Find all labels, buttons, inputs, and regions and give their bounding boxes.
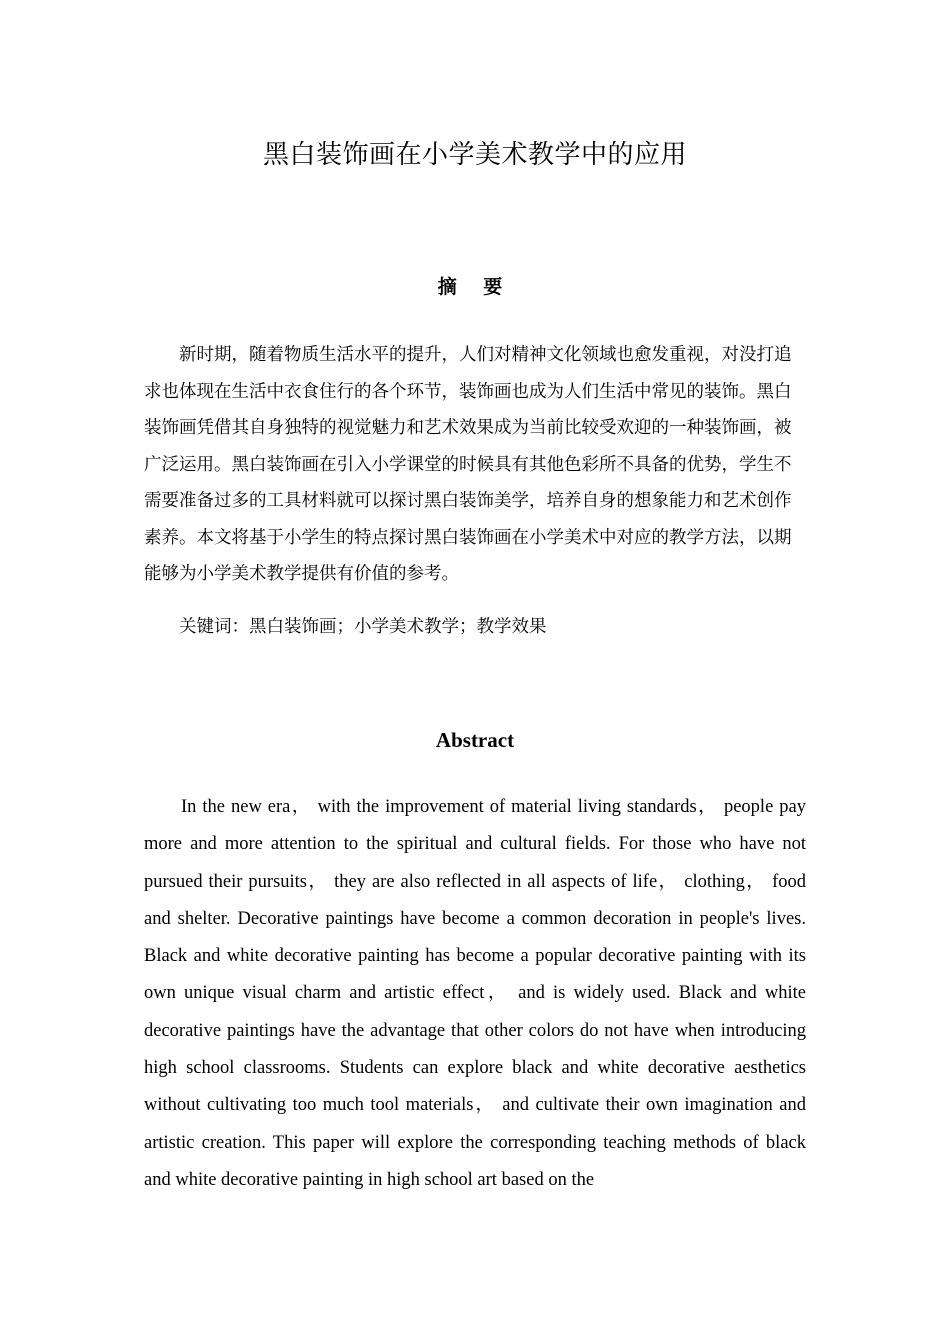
paper-title: 黑白装饰画在小学美术教学中的应用 [262,140,687,170]
chinese-keywords: 关键词：黑白装饰画；小学美术教学；教学效果 [179,617,547,637]
chinese-abstract-paragraph: 新时期，随着物质生活水平的提升，人们对精神文化领域也愈发重视，对没打追求也体现在生活中衣食住行的各个环节，装饰画也成为人们生活中常见的装饰。黑白装饰画凭借其自身独特的视觉魅力和艺术效果成为当前比较受欢迎的一种装饰画，被广泛运用。黑白装饰画在引入小学课堂的时候具有其他色彩所不具备的优势，学生不需要准备过多的工具材料就可以探讨黑白装饰美学，培养自身的想象能力和艺术创作素养。本文将基于小学生的特点探讨黑白装饰画在小学美术中对应的教学方法，以期能够为小学美术教学提供有价值的参考。 [144,345,792,584]
chinese-abstract-heading: 摘 要 [437,276,513,298]
english-abstract-body [144,789,806,1199]
english-abstract-paragraph: In the new era， with the improvement of material living standards， people pay more and more attention to the spiritual and cultural fields. For those who have not pursued their pursuits， they are also reflected in all aspects of life， clothing， food and shelter. Decorative paintings have become a common decoration in people's lives. Black and white decorative painting has become a popular decorative painting with its own unique visual charm and artistic effect， and is widely used. Black and white decorative paintings have the advantage that other colors do not have when introducing high school classrooms. Students can explore black and white decorative aesthetics without cultivating too much tool materials， and cultivate their own imagination and artistic creation. This paper will explore the corresponding teaching methods of black and white decorative painting in high school art based on the [144,797,806,1190]
chinese-abstract-body [144,337,808,593]
english-abstract-heading: Abstract [435,728,515,752]
